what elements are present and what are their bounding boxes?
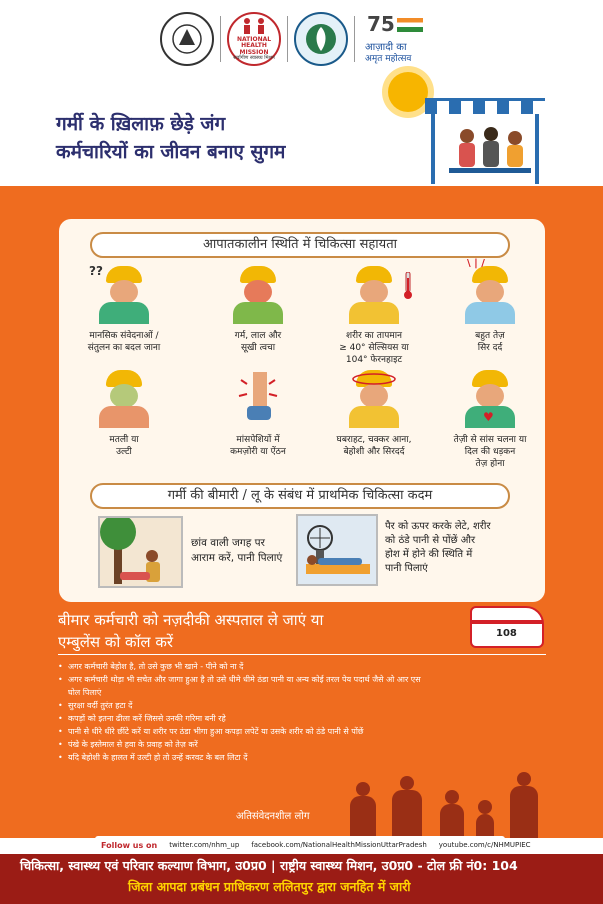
twitter-link[interactable]: twitter.com/nhm_up [169,841,240,849]
first-aid-heading: गर्मी की बीमारी / लू के संबंध में प्राथमिक चिकित्सा कदम [90,483,510,509]
symptom-label: बेहोशी और सिरदर्द [343,447,405,458]
logo-separator [287,16,288,62]
step2-line: पैर को ऊपर करके लेटे, शरीर [385,521,491,532]
list-item: • सुरक्षा वर्दी तुरंत हटा दें [58,699,528,712]
youtube-link[interactable]: youtube.com/c/NHMUPIEC [438,841,531,849]
person-silhouette [392,790,422,838]
step1-line: आराम करें, पानी पिलाएं [191,551,283,564]
logo-separator [354,16,355,62]
shade-rest-illustration [98,516,183,588]
footer-department-line: चिकित्सा, स्वास्थ्य एवं परिवार कल्याण विभाग, उ0प्र0 | राष्ट्रीय स्वास्थ्य मिशन, उ0प्र0 - टोल फ्री नं0: 104 [20,858,518,873]
thermometer-icon [403,272,413,300]
sensitive-people-silhouettes [340,768,550,838]
instruction-list [58,660,528,764]
logo-strip [160,10,450,68]
azadi-text-line2: अमृत महोत्सव [365,54,412,64]
poster-title-line2: कर्मचारियों का जीवन बनाए सुगम [56,141,286,163]
symptom-label: ≥ 40° सेल्सियस या [339,343,409,354]
step1-line: छांव वाली जगह पर [191,537,265,549]
step2-line: को ठंडे पानी से पोंछें और [385,535,476,546]
list-item: • कपड़ों को इतना ढीला करें जिससे उनकी गरिमा बनी रहे [58,712,528,725]
poster-header [0,0,603,186]
symptom-nausea [64,370,184,458]
symptom-muscle-cramps [198,370,318,458]
step2-line: पानी पिलाएं [385,563,428,574]
symptom-label: मांसपेशियों में [236,435,280,445]
symptom-label: मानसिक संवेदनाओं / [89,331,159,341]
symptom-label: मतली या [109,435,139,445]
rapid-heartbeat-worker-icon: ♥ [459,370,521,428]
follow-us-label: Follow us on [101,840,158,850]
list-item: घोल पिलाएं [68,688,102,697]
first-aid-step2-text [385,520,491,576]
shade-shelter-illustration [425,84,545,186]
symptom-red-dry-skin [198,266,318,354]
symptom-label: कमज़ोरी या ऐंठन [230,447,286,458]
flag-icon [397,18,423,32]
poster-title-line1: गर्मी के ख़िलाफ़ छेड़े जंग [56,113,226,135]
ambulance-icon [470,606,544,648]
leg-cramp-icon [227,370,289,428]
symptom-label: गर्म, लाल और [234,331,282,341]
symptom-rapid-breathing [430,370,550,470]
list-item: • अगर कर्मचारी बेहोश है, तो उसे कुछ भी खाने - पीने को ना दें [58,660,528,673]
first-aid-step1-text [191,536,282,565]
nhm-logo-subtext: सर्वांगीण स्वास्थ्य मिशन [233,55,275,62]
shelter-post [535,114,539,184]
ambulance-stripe [472,620,542,624]
nausea-worker-icon [93,370,155,428]
symptom-label: शरीर का तापमान [345,331,403,341]
step2-line: होश में होने की स्थिति में [385,549,473,560]
person-silhouette [350,796,376,838]
symptom-label: बहुत तेज़ [475,331,505,341]
symptom-label: संतुलन का बदल जाना [87,343,161,354]
shelter-roof [425,98,545,114]
facebook-link[interactable]: facebook.com/NationalHealthMissionUttarPradesh [251,841,427,849]
list-item: • पंखे के इस्तेमाल से हवा के प्रवाह को तेज़ करें [58,738,528,751]
fever-worker-icon [343,266,405,324]
emergency-heading: आपातकालीन स्थिति में चिकित्सा सहायता [90,232,510,258]
shelter-post [431,114,435,184]
dizzy-worker-icon [343,370,405,428]
sun-icon [388,72,428,112]
red-skin-worker-icon [227,266,289,324]
ambulance-number: 108 [496,628,517,639]
person-silhouette [476,814,494,838]
nhm-logo [227,12,281,66]
sensitive-people-label: अतिसंवेदनशील लोग [236,811,310,822]
azadi-75-mark: 75 [367,12,395,36]
hospital-instruction-line1: बीमार कर्मचारी को नज़दीकी अस्पताल ले जाएं या [58,611,324,629]
symptom-label: उल्टी [116,447,132,458]
symptom-dizziness [314,370,434,458]
symptom-high-temperature [314,266,434,366]
state-health-society-emblem-icon [294,12,348,66]
azadi-ka-amrit-mahotsav-logo [361,12,439,66]
person-silhouette [440,804,464,838]
symptom-severe-headache [430,258,550,354]
logo-separator [220,16,221,62]
symptom-confusion [64,266,184,354]
symptom-label: सिर दर्द [477,343,503,354]
symptom-label: तेज़ होना [475,459,505,470]
symptom-label: तेज़ी से सांस चलना या [453,435,527,445]
symptom-label: 104° फेरनहाइट [345,355,403,366]
up-government-emblem-icon [160,12,214,66]
symptom-label: दिल की धड़कन [464,447,516,458]
section-divider [58,654,546,655]
cooling-down-illustration [296,514,378,586]
nhm-logo-text: NATIONAL HEALTH MISSION [236,35,272,56]
list-item: • पानी से धीरे धीरे छींटे करें या शरीर पर ठंडा भीगा हुआ कपड़ा लपेटें या उसके शरीर को ठंडे पानी से पोंछें [58,725,528,738]
footer-issued-by-line: जिला आपदा प्रबंधन प्राधिकरण ललितपुर द्वारा जनहित में जारी [128,879,411,894]
symptom-label: सूखी त्वचा [240,343,276,354]
confused-worker-icon: ?? [93,266,155,324]
person-silhouette [510,786,538,838]
azadi-text-line1: आज़ादी का [365,42,407,53]
hospital-instruction-line2: एम्बुलेंस को कॉल करें [58,633,173,651]
headache-worker-icon: \ | / [459,266,521,324]
social-links-bar [95,836,531,854]
list-item: • यदि बेहोशी के हालत में उल्टी हो तो उन्हें करवट के बल लिटा दें [58,751,528,764]
symptom-label: घबराहट, चक्कर आना, [336,435,412,445]
list-item: • अगर कर्मचारी थोड़ा भी सचेत और जागा हुआ है तो उसे धीमे धीमे ठंडा पानी या अन्य कोई तरल पेय पदार्थ जैसे ओ आर एस [58,673,528,686]
